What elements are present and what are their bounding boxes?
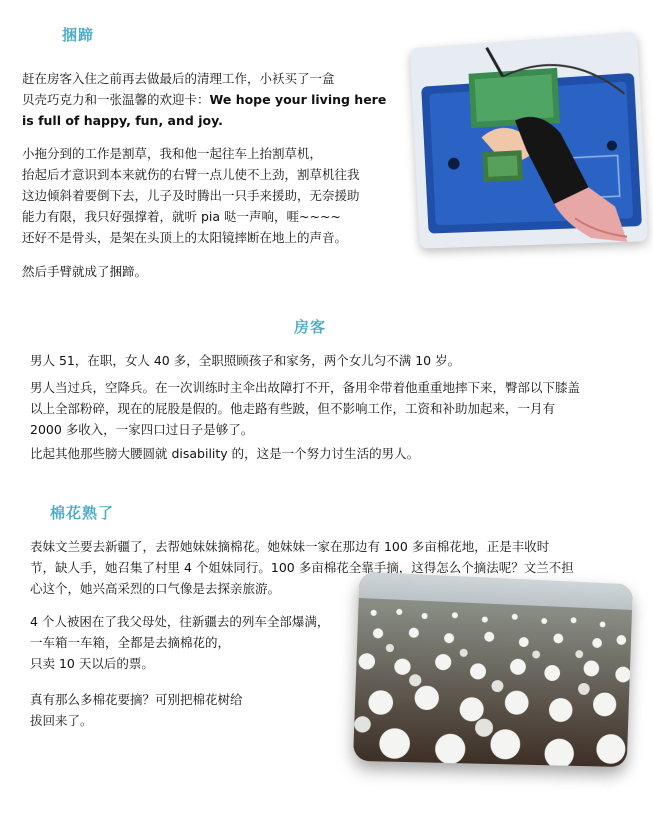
para-line: 然后手臂就成了捆蹄。 bbox=[22, 264, 148, 279]
section3-heading: 棉花熟了 bbox=[50, 504, 115, 522]
para-line: 抬起后才意识到本来就伤的右臂一点儿使不上劲，割草机往我 bbox=[22, 167, 360, 182]
para-line: 还好不是骨头，是架在头顶上的太阳镜摔断在地上的声音。 bbox=[22, 230, 348, 245]
para-line: 这边倾斜着要倒下去，儿子及时腾出一只手来援助，无奈援助 bbox=[22, 188, 360, 203]
para-line: 小拖分到的工作是割草，我和他一起往车上抬割草机， bbox=[22, 146, 323, 161]
section2-para3 bbox=[30, 443, 640, 464]
section2-heading: 房客 bbox=[294, 318, 327, 336]
para-line: 只卖 10 天以后的票。 bbox=[30, 656, 154, 671]
section1-heading: 捆蹄 bbox=[62, 26, 95, 44]
section1-para3 bbox=[22, 261, 402, 282]
section1-para1 bbox=[22, 68, 402, 131]
para-line: 节，缺人手，她召集了村里 4 个姐妹同行。100 多亩棉花全靠手摘，这得怎么个摘法呢？文兰不担 bbox=[30, 560, 574, 575]
para-line: 比起其他那些膀大腰圆就 disability 的，这是一个努力讨生活的男人。 bbox=[30, 446, 420, 461]
section3-para3 bbox=[30, 689, 360, 731]
para-line: 表妹文兰要去新疆了，去帮她妹妹摘棉花。她妹妹一家在那边有 100 多亩棉花地，正是丰收时 bbox=[30, 539, 550, 554]
para-line: 心这个，她兴高采烈的口气像是去探亲旅游。 bbox=[30, 581, 281, 596]
section1-para2 bbox=[22, 143, 412, 248]
english-text: is full of happy, fun, and joy. bbox=[22, 113, 223, 128]
section2-para2 bbox=[30, 377, 640, 440]
para-line: 男人 51，在职，女人 40 多，全职照顾孩子和家务，两个女儿匀不满 10 岁。 bbox=[30, 353, 461, 368]
para-line: 4 个人被困在了我父母处，往新疆去的列车全部爆满， bbox=[30, 614, 330, 629]
para-line: 男人当过兵，空降兵。在一次训练时主伞出故障打不开，备用伞带着他重重地摔下来，臀部以下膝盖 bbox=[30, 380, 581, 395]
lab-device-hand-photo bbox=[410, 32, 648, 249]
para-line: 拔回来了。 bbox=[30, 713, 93, 728]
cotton-field-image bbox=[353, 572, 633, 768]
para-line: 2000 多收入，一家四口过日子是够了。 bbox=[30, 422, 254, 437]
english-text: We hope your living here bbox=[209, 92, 387, 107]
para-line: 一车箱一车箱，全都是去摘棉花的， bbox=[30, 635, 231, 650]
para-line: 赶在房客入住之前再去做最后的清理工作，小袄买了一盒 bbox=[22, 71, 335, 86]
cotton-field-photo bbox=[353, 572, 633, 768]
section3-para2 bbox=[30, 611, 360, 674]
para-line: 能力有限，我只好强撑着，就听 pia 哒一声响，啀~~~~ bbox=[22, 209, 341, 224]
section2-para1 bbox=[30, 350, 640, 371]
lab-device-image bbox=[410, 32, 648, 249]
para-line bbox=[22, 89, 402, 110]
para-line: 真有那么多棉花要摘？可别把棉花树给 bbox=[30, 692, 243, 707]
para-text: 贝壳巧克力和一张温馨的欢迎卡： bbox=[22, 92, 210, 107]
para-line: 以上全部粉碎，现在的屁股是假的。他走路有些跛，但不影响工作，工资和补助加起来，一月有 bbox=[30, 401, 556, 416]
